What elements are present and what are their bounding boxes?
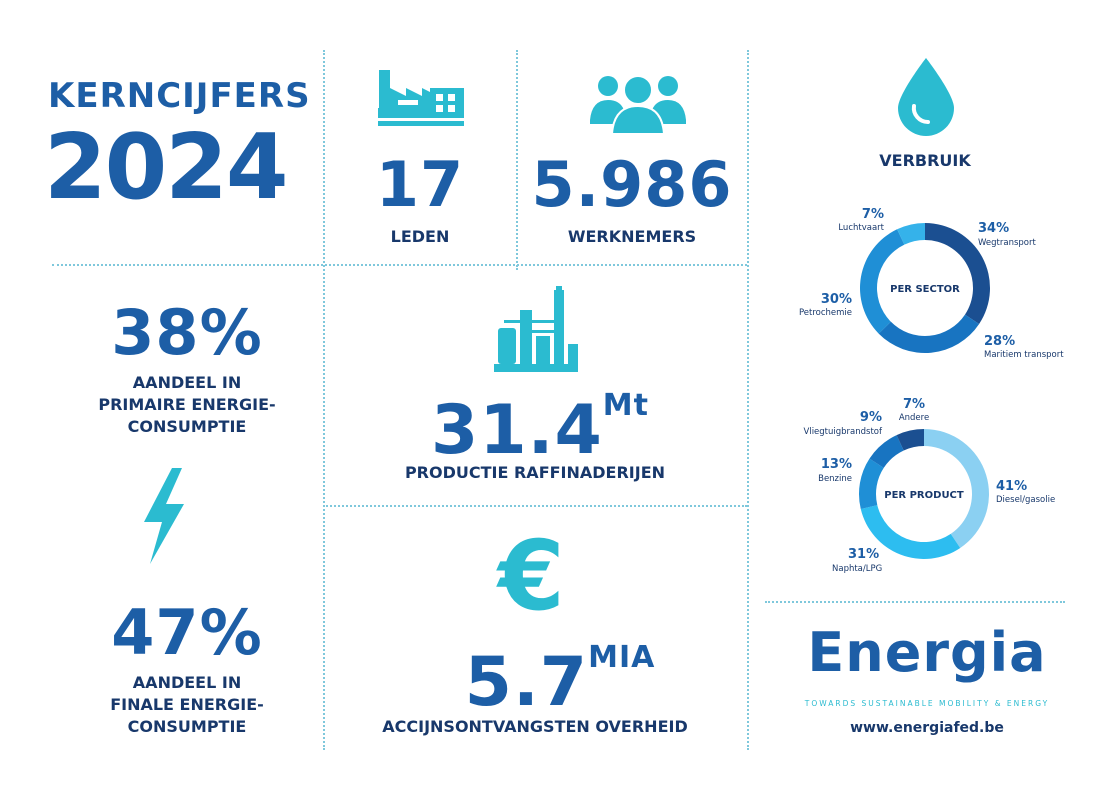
chart-product-label-value: 9%: [859, 410, 882, 425]
verbruik-title: VERBRUIK: [879, 151, 971, 170]
donut-slice-diesel-gasolie: [924, 429, 989, 548]
divider: [52, 264, 747, 266]
accijns-unit: MIA: [588, 640, 656, 675]
donut-slice-benzine: [859, 459, 884, 509]
primair-label: [52, 372, 322, 438]
logo-text: Energia: [807, 621, 1047, 684]
accijns-label: ACCIJNSONTVANGSTEN OVERHEID: [382, 717, 688, 736]
page-title: KERNCIJFERS: [48, 76, 311, 116]
divider: [765, 601, 1065, 603]
donut-slice-petrochemie: [860, 229, 904, 333]
accijns-value: [420, 640, 700, 722]
chart-product-label-name: Benzine: [818, 474, 852, 484]
chart-product: [780, 396, 1080, 578]
productie-number: 31.4: [431, 391, 603, 470]
chart-product-label-value: 13%: [820, 457, 852, 472]
leden-label: LEDEN: [390, 227, 450, 246]
finaal-value: 47%: [111, 596, 263, 669]
divider: [747, 50, 749, 750]
chart-product-label-value: 7%: [902, 397, 926, 412]
lightning-icon: [138, 468, 188, 568]
productie-value: [400, 388, 680, 470]
primair-value: 38%: [111, 296, 263, 369]
leden-value: 17: [375, 148, 465, 221]
finaal-label: [52, 672, 322, 738]
chart-sector-label-value: 7%: [861, 207, 884, 222]
chart-sector-label-name: Wegtransport: [978, 238, 1036, 248]
productie-label: PRODUCTIE RAFFINADERIJEN: [404, 463, 666, 482]
chart-sector-label-value: 34%: [978, 221, 1010, 236]
water-drop-icon: [898, 58, 954, 140]
chart-product-label-name: Andere: [898, 413, 930, 423]
tagline: TOWARDS SUSTAINABLE MOBILITY & ENERGY: [804, 699, 1050, 708]
donut-slice-maritiem-transport: [879, 315, 979, 353]
chart-sector-label-name: Petrochemie: [798, 308, 852, 318]
primair-label-line: AANDEEL IN: [132, 373, 242, 392]
werknemers-value: 5.986: [531, 148, 733, 221]
primair-label-line: CONSUMPTIE: [127, 417, 247, 436]
werknemers-label: WERKNEMERS: [567, 227, 697, 246]
chart-product-label-name: Diesel/gasolie: [996, 495, 1056, 505]
chart-sector-center-label: PER SECTOR: [890, 284, 960, 295]
website-link[interactable]: www.energiafed.be: [850, 720, 1004, 736]
energia-logo: [780, 622, 1074, 684]
chart-product-label-name: Vliegtuigbrandstof: [803, 427, 882, 437]
people-icon: [590, 74, 686, 138]
factory-icon: [376, 66, 468, 136]
chart-product-center-label: PER PRODUCT: [884, 490, 964, 501]
year: 2024: [44, 115, 287, 220]
chart-sector-label-value: 28%: [984, 334, 1016, 349]
euro-icon: €: [498, 520, 565, 632]
chart-product-label-value: 41%: [996, 479, 1028, 494]
divider: [323, 505, 747, 507]
productie-unit: Mt: [602, 388, 649, 423]
chart-sector-label-value: 30%: [820, 292, 852, 307]
finaal-label-line: FINALE ENERGIE-: [110, 695, 264, 714]
finaal-label-line: AANDEEL IN: [132, 673, 242, 692]
refinery-icon: [494, 286, 580, 380]
chart-product-label-name: Naphta/LPG: [832, 564, 883, 574]
chart-product-label-value: 31%: [848, 547, 880, 562]
primair-label-line: PRIMAIRE ENERGIE-: [98, 395, 276, 414]
accijns-number: 5.7: [464, 643, 589, 722]
finaal-label-line: CONSUMPTIE: [127, 717, 247, 736]
chart-sector-label-name: Luchtvaart: [838, 223, 884, 233]
chart-sector: [780, 196, 1080, 372]
chart-sector-label-name: Maritiem transport: [984, 350, 1064, 360]
